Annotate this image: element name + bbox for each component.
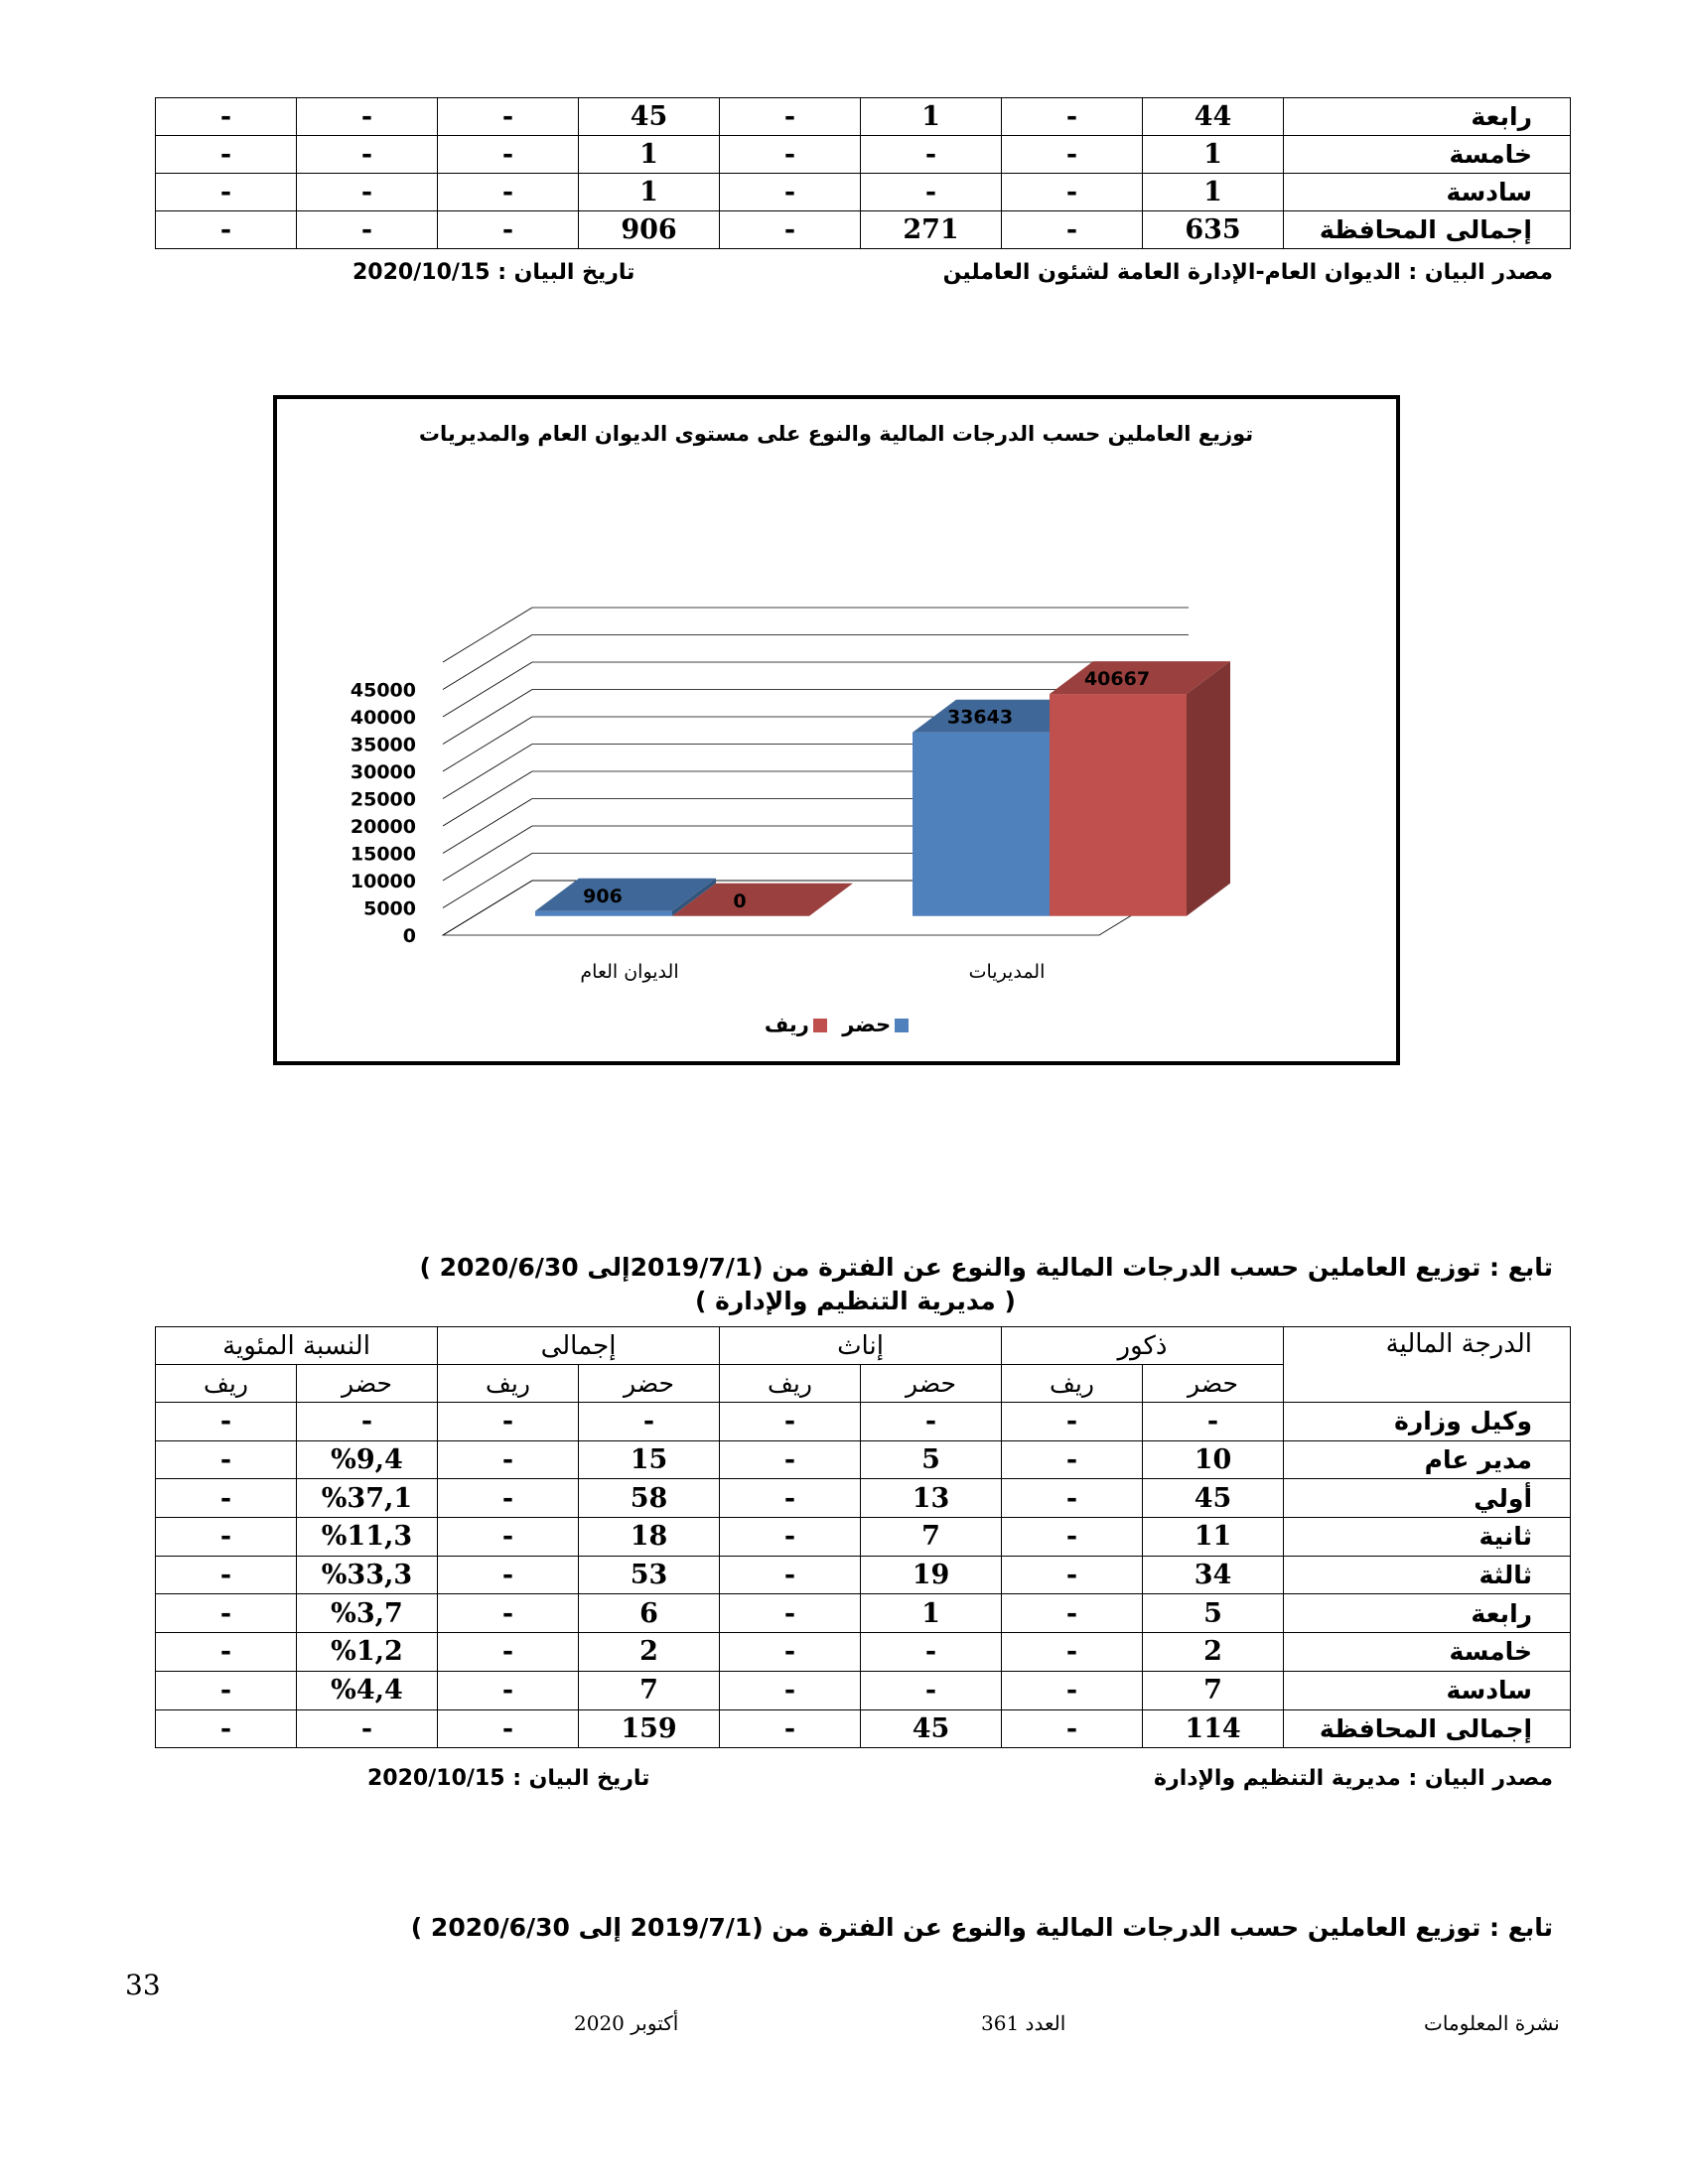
table-cell: - [720, 1671, 861, 1709]
row-label: خامسة [1284, 136, 1571, 174]
table-cell: - [438, 211, 579, 249]
table-cell: - [297, 136, 438, 174]
table-cell: 2 [1143, 1633, 1284, 1672]
table-row [156, 98, 1571, 136]
table-cell: - [720, 1594, 861, 1633]
row-label: سادسة [1284, 174, 1571, 211]
top-source-note: مصدر البيان : الديوان العام-الإدارة العامة لشئون العاملين [942, 260, 1553, 285]
table-cell: 1 [579, 174, 720, 211]
table-cell: - [438, 1518, 579, 1557]
table-cell: 1 [861, 98, 1002, 136]
data-label: 0 [733, 889, 747, 912]
table-cell: - [1002, 1518, 1143, 1557]
subheader-rif: ريف [156, 1365, 297, 1403]
table-cell: - [297, 211, 438, 249]
table-cell: - [156, 1709, 297, 1748]
table-cell: 271 [861, 211, 1002, 249]
table-cell: - [1002, 1556, 1143, 1594]
table-cell: - [720, 136, 861, 174]
y-tick-label: 30000 [350, 761, 416, 783]
main-source-note: مصدر البيان : مديرية التنظيم والإدارة [1154, 1766, 1553, 1791]
table-cell: %33,3 [297, 1556, 438, 1594]
table-cell: - [156, 174, 297, 211]
header-grade: الدرجة المالية [1284, 1327, 1571, 1403]
gridline-side [443, 608, 532, 662]
x-category-label: المديريات [968, 961, 1046, 983]
row-label: رابعة [1284, 98, 1571, 136]
page-number: 33 [125, 1969, 161, 2001]
gridline-side [443, 771, 532, 826]
table-cell: %9,4 [297, 1440, 438, 1479]
table-cell: 7 [861, 1518, 1002, 1557]
row-label: وكيل وزارة [1284, 1403, 1571, 1441]
table-cell: - [1002, 174, 1143, 211]
data-label: 906 [583, 885, 623, 907]
table-cell: 10 [1143, 1440, 1284, 1479]
table-cell: - [861, 136, 1002, 174]
table-cell: %4,4 [297, 1671, 438, 1709]
table-cell: - [861, 174, 1002, 211]
table-cell: - [156, 98, 297, 136]
table-row [156, 1479, 1571, 1518]
table-cell: - [156, 1556, 297, 1594]
y-tick-label: 10000 [350, 871, 416, 892]
table-cell: 1 [1143, 174, 1284, 211]
chart-legend [277, 1013, 1396, 1036]
y-tick-label: 25000 [350, 788, 416, 811]
table-cell: - [720, 1709, 861, 1748]
gridline-side [443, 745, 532, 799]
table-cell: - [156, 1479, 297, 1518]
table-cell: - [438, 1594, 579, 1633]
chart-title: توزيع العاملين حسب الدرجات المالية والنوع على مستوى الديوان العام والمديريات [418, 422, 1254, 446]
table-row [156, 1671, 1571, 1709]
table-row [156, 136, 1571, 174]
y-tick-label: 40000 [350, 707, 416, 729]
table-cell: - [438, 136, 579, 174]
table-cell: - [720, 1633, 861, 1672]
table-cell: 114 [1143, 1709, 1284, 1748]
y-tick-label: 5000 [363, 897, 416, 920]
table-cell: 58 [579, 1479, 720, 1518]
table-cell: - [720, 1518, 861, 1557]
legend-swatch-hadar [895, 1019, 909, 1032]
row-label: خامسة [1284, 1633, 1571, 1672]
table-cell: - [438, 1671, 579, 1709]
table-cell: - [720, 211, 861, 249]
table-cell: 15 [579, 1440, 720, 1479]
section-title: تابع : توزيع العاملين حسب الدرجات المالية والنوع عن الفترة من (2019/7/1إلى 2020/6/30 ) [419, 1253, 1553, 1282]
table-cell: - [438, 1709, 579, 1748]
table-row [156, 1403, 1571, 1441]
y-tick-label: 45000 [350, 679, 416, 702]
table-cell: - [720, 1403, 861, 1441]
subheader-hadar: حضر [861, 1365, 1002, 1403]
table-cell: - [438, 174, 579, 211]
table-cell: - [1002, 1709, 1143, 1748]
table-cell: 11 [1143, 1518, 1284, 1557]
table-cell: - [438, 98, 579, 136]
table-cell: - [720, 98, 861, 136]
bar-front [1050, 694, 1187, 916]
subheader-hadar: حضر [579, 1365, 720, 1403]
subheader-rif: ريف [1002, 1365, 1143, 1403]
main-date-note: تاريخ البيان : 2020/10/15 [367, 1766, 650, 1791]
chart-plot [277, 399, 1396, 1061]
table-cell: - [438, 1403, 579, 1441]
top-date-note: تاريخ البيان : 2020/10/15 [352, 260, 635, 285]
table-row [156, 1709, 1571, 1748]
table-cell: - [156, 1594, 297, 1633]
footer-publication: نشرة المعلومات [1424, 2011, 1560, 2035]
table-cell: - [156, 1518, 297, 1557]
gridline-side [443, 635, 532, 690]
table-cell: - [297, 98, 438, 136]
y-tick-label: 35000 [350, 734, 416, 756]
table-cell: 7 [1143, 1671, 1284, 1709]
table-cell: 44 [1143, 98, 1284, 136]
legend-item-rif [765, 1013, 827, 1036]
subheader-hadar: حضر [297, 1365, 438, 1403]
table-cell: - [156, 1671, 297, 1709]
table-cell: 5 [861, 1440, 1002, 1479]
data-label: 33643 [946, 706, 1014, 729]
table-cell: - [1002, 136, 1143, 174]
table-cell: - [1002, 1479, 1143, 1518]
grade-distribution-chart [273, 395, 1400, 1065]
table-cell: 7 [579, 1671, 720, 1709]
data-label: 40667 [1083, 668, 1151, 691]
y-tick-label: 0 [402, 925, 416, 947]
table-cell: - [438, 1440, 579, 1479]
table-cell: 6 [579, 1594, 720, 1633]
subheader-rif: ريف [720, 1365, 861, 1403]
table-cell: - [720, 1440, 861, 1479]
grades-table [155, 1326, 1571, 1748]
next-section-title: تابع : توزيع العاملين حسب الدرجات المالية والنوع عن الفترة من (2019/7/1 إلى 2020/6/30 ) [410, 1913, 1553, 1942]
row-label: مدير عام [1284, 1440, 1571, 1479]
gridline-side [443, 854, 532, 908]
table-cell: %3,7 [297, 1594, 438, 1633]
table-cell: 53 [579, 1556, 720, 1594]
table-cell: - [1002, 1403, 1143, 1441]
table-cell: - [1002, 1671, 1143, 1709]
legend-swatch-rif [813, 1019, 827, 1032]
footer-date: أكتوبر 2020 [574, 2011, 679, 2035]
table-cell: - [156, 1403, 297, 1441]
bar-front [913, 733, 1050, 916]
table-cell: %37,1 [297, 1479, 438, 1518]
header-percentage: النسبة المئوية [156, 1327, 438, 1365]
table-row [156, 1440, 1571, 1479]
legend-label-rif: ريف [764, 1013, 809, 1036]
gridline-side [443, 799, 532, 854]
bar-side [1187, 661, 1230, 916]
legend-item-hadar [842, 1013, 909, 1036]
bar-front [535, 911, 672, 916]
gridline-side [443, 690, 532, 745]
table-cell: 13 [861, 1479, 1002, 1518]
table-cell: %11,3 [297, 1518, 438, 1557]
top-continuation-table [155, 97, 1571, 249]
table-cell: 45 [1143, 1479, 1284, 1518]
table-cell: - [1002, 1440, 1143, 1479]
table-cell: - [438, 1633, 579, 1672]
table-cell: - [1002, 211, 1143, 249]
table-cell: 45 [861, 1709, 1002, 1748]
gridline-side [443, 717, 532, 771]
x-category-label: الديوان العام [580, 961, 679, 983]
table-cell: - [156, 1633, 297, 1672]
header-total: إجمالى [438, 1327, 720, 1365]
table-cell: %1,2 [297, 1633, 438, 1672]
table-row [156, 1556, 1571, 1594]
table-cell: - [720, 1556, 861, 1594]
section-subtitle: ( مديرية التنظيم والإدارة ) [695, 1287, 1016, 1315]
table-row [156, 1518, 1571, 1557]
gridline-side [443, 662, 532, 717]
table-cell: 34 [1143, 1556, 1284, 1594]
table-cell: 1 [579, 136, 720, 174]
table-cell: - [156, 211, 297, 249]
footer-issue: العدد 361 [981, 2011, 1066, 2035]
table-row [156, 211, 1571, 249]
y-tick-label: 20000 [350, 816, 416, 838]
table-cell: - [1002, 98, 1143, 136]
row-label: إجمالى المحافظة [1284, 1709, 1571, 1748]
table-row [156, 1633, 1571, 1672]
table-row [156, 1594, 1571, 1633]
table-cell: - [297, 174, 438, 211]
table-cell: 18 [579, 1518, 720, 1557]
table-cell: - [438, 1556, 579, 1594]
table-cell: - [579, 1403, 720, 1441]
table-cell: - [156, 1440, 297, 1479]
row-label: ثانية [1284, 1518, 1571, 1557]
table-cell: - [1143, 1403, 1284, 1441]
table-cell: 1 [861, 1594, 1002, 1633]
table-cell: 1 [1143, 136, 1284, 174]
header-males: ذكور [1002, 1327, 1284, 1365]
row-label: إجمالى المحافظة [1284, 211, 1571, 249]
table-cell: - [438, 1479, 579, 1518]
subheader-hadar: حضر [1143, 1365, 1284, 1403]
table-cell: - [720, 174, 861, 211]
table-cell: - [720, 1479, 861, 1518]
table-cell: 906 [579, 211, 720, 249]
table-cell: 635 [1143, 211, 1284, 249]
legend-label-hadar: حضر [842, 1013, 892, 1036]
table-cell: - [297, 1403, 438, 1441]
table-cell: 45 [579, 98, 720, 136]
table-cell: 5 [1143, 1594, 1284, 1633]
table-cell: - [297, 1709, 438, 1748]
table-cell: - [861, 1671, 1002, 1709]
table-cell: 159 [579, 1709, 720, 1748]
header-females: إناث [720, 1327, 1002, 1365]
y-tick-label: 15000 [350, 843, 416, 866]
subheader-rif: ريف [438, 1365, 579, 1403]
row-label: رابعة [1284, 1594, 1571, 1633]
table-cell: - [156, 136, 297, 174]
row-label: أولي [1284, 1479, 1571, 1518]
table-cell: - [1002, 1633, 1143, 1672]
table-row [156, 174, 1571, 211]
table-cell: 19 [861, 1556, 1002, 1594]
table-cell: - [861, 1403, 1002, 1441]
row-label: سادسة [1284, 1671, 1571, 1709]
table-cell: - [1002, 1594, 1143, 1633]
table-cell: 2 [579, 1633, 720, 1672]
table-cell: - [861, 1633, 1002, 1672]
gridline-side [443, 826, 532, 881]
row-label: ثالثة [1284, 1556, 1571, 1594]
